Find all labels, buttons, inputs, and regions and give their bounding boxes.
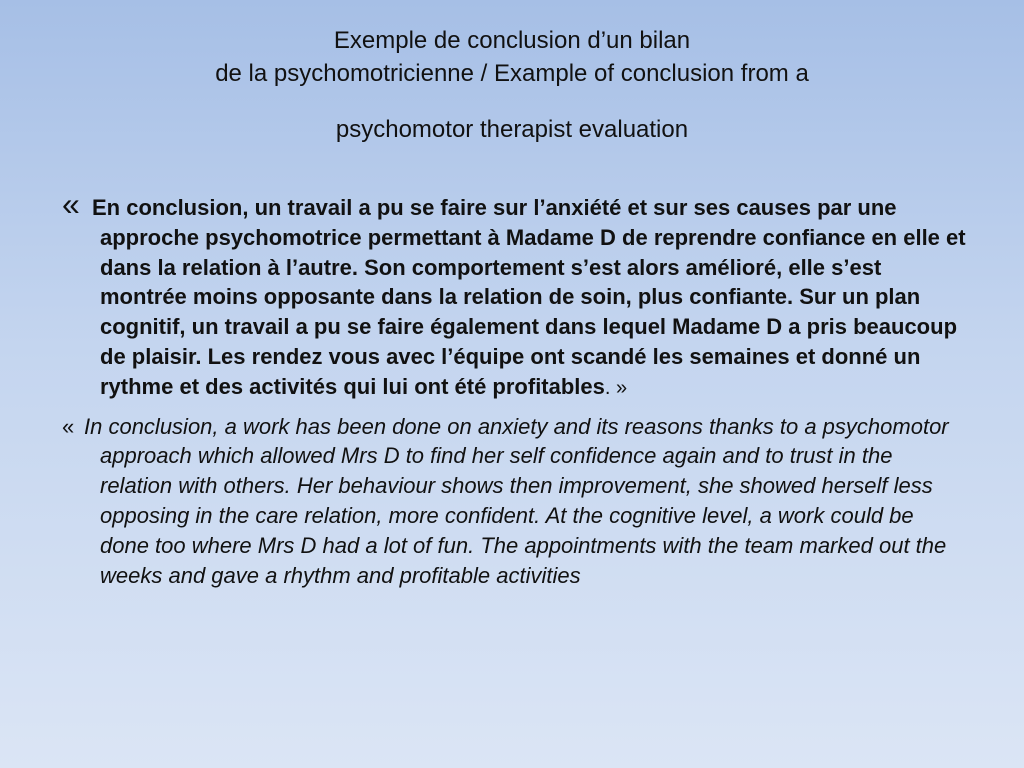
slide-title xyxy=(100,24,924,146)
english-open-quote: « xyxy=(62,413,75,439)
english-conclusion-paragraph xyxy=(62,412,967,591)
title-line-1: Exemple de conclusion d’un bilan xyxy=(333,27,691,54)
title-line-3: psychomotor therapist evaluation xyxy=(335,116,689,143)
title-line-2: de la psychomotricienne / Example of conclusion from a xyxy=(215,60,809,87)
french-open-quote: « xyxy=(62,186,80,222)
english-conclusion-text: In conclusion, a work has been done on anxiety and its reasons thanks to a psychomotor approach which allowed Mrs D to find her self confidence again and to trust in the relation with others. Her behaviour shows then improvement, she showed herself less opposing in the care relation, more confident. At the cognitive level, a work could be done too where Mrs D had a lot of fun. The appointments with the team marked out the weeks and gave a rhythm and profitable activities xyxy=(84,413,949,588)
slide-body xyxy=(62,186,967,612)
french-conclusion-text: En conclusion, un travail a pu se faire sur l’anxiété et sur ses causes par une approche psychomotrice permettant à Madame D de reprendre confiance en elle et dans la relation à l’autre. Son comportement s’est alors amélioré, elle s’est montrée moins opposante dans la relation de soin, plus confiante. Sur un plan cognitif, un travail a pu se faire également dans lequel Madame D a pris beaucoup de plaisir. Les rendez vous avec l’équipe ont scandé les semaines et donné un rythme et des activités qui lui ont été profitables xyxy=(92,195,966,399)
french-close-quote: . » xyxy=(604,376,628,399)
french-conclusion-paragraph xyxy=(62,186,967,404)
